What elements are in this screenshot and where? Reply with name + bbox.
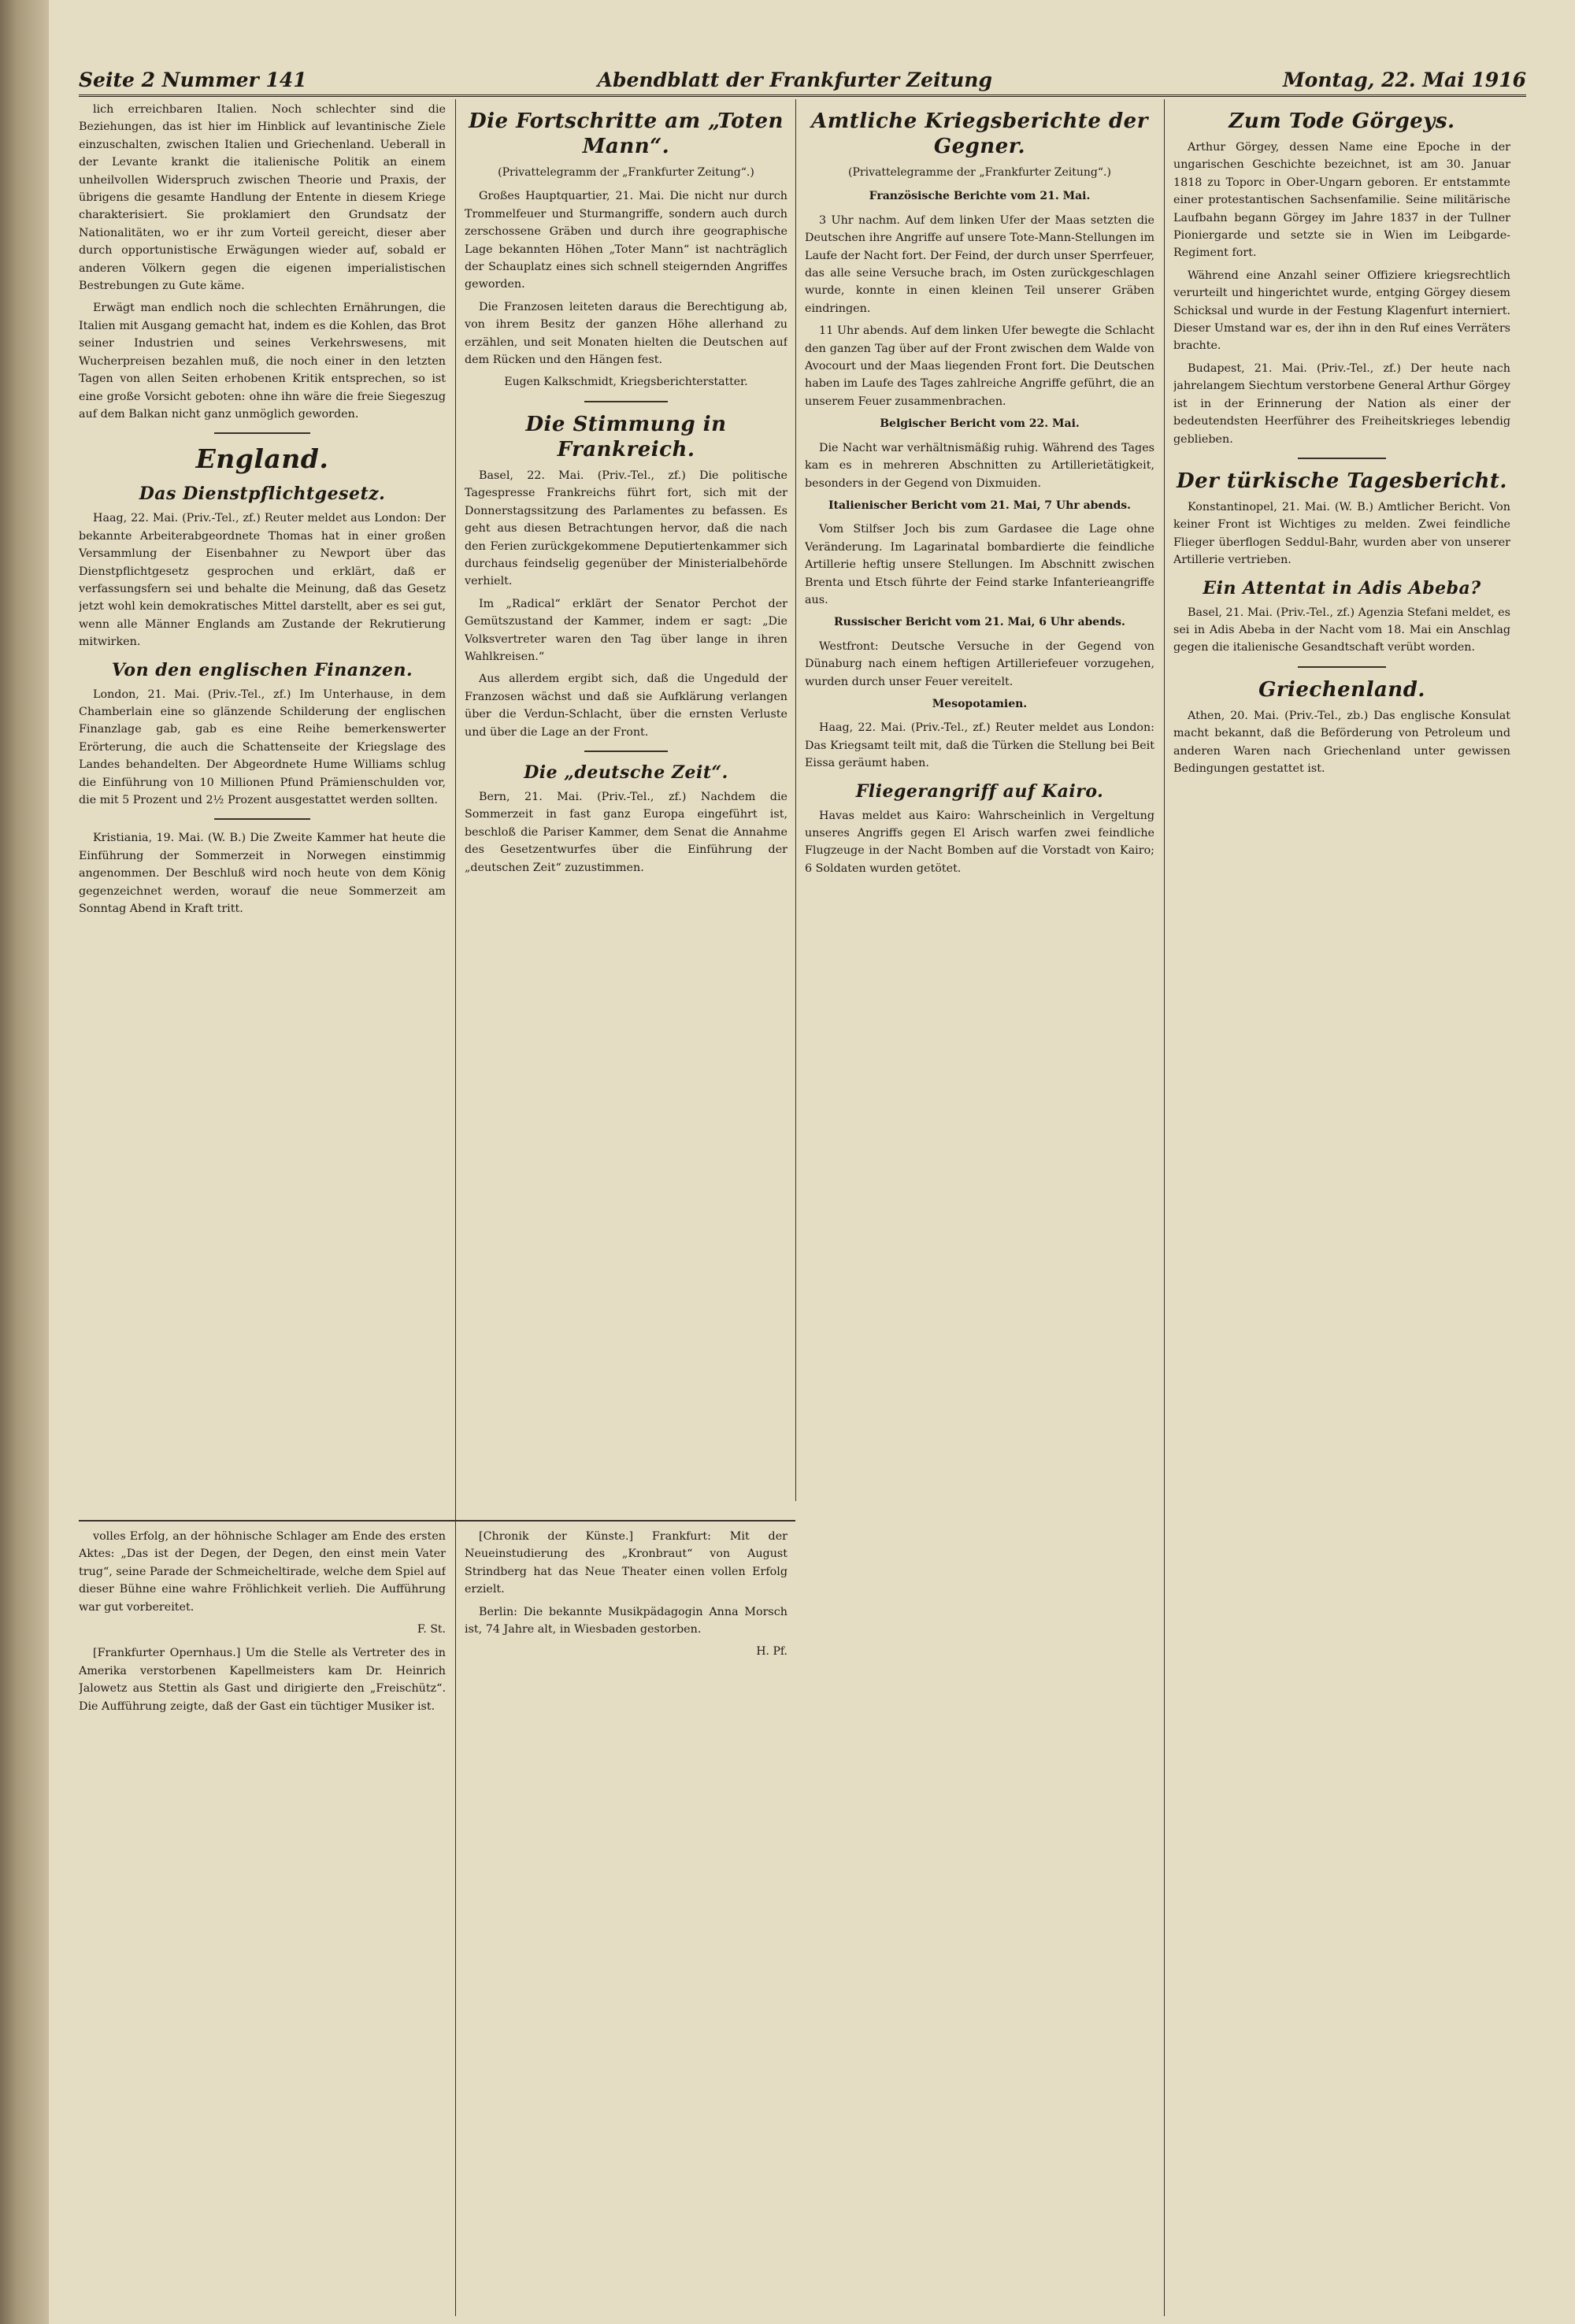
article-title: Amtliche Kriegsberichte der Gegner. — [811, 109, 1148, 158]
separator — [1298, 666, 1385, 668]
column-1 — [79, 101, 446, 1514]
article-paragraph: Die Nacht war verhältnismäßig ruhig. Während des Tages kam es in mehreren Abschnitten zu Artillerietätigkeit, besonders in der Gegend von Dixmuiden. — [805, 441, 1154, 490]
article-title: Zum Tode Görgeys. — [1228, 109, 1455, 133]
article-paragraph: volles Erfolg, an der höhnische Schlager am Ende des ersten Aktes: „Das ist der Degen, der Degen, den einst mein Vater trug“, seine Parade der Schmeicheltirade, welche dem Spiel auf dieser Bühne eine wahre Fröhlichkeit verlieh. Die Aufführung war gut vorbereitet. — [79, 1530, 446, 1614]
article-paragraph: Im „Radical“ erklärt der Senator Perchot der Gemütszustand der Kammer, indem er sagt: „Die Volksvertreter waren den Tag über lange in ihren Wahlkreisen.“ — [465, 597, 788, 663]
article-paragraph: Athen, 20. Mai. (Priv.-Tel., zb.) Das englische Konsulat macht bekannt, daß die Beförderung von Petroleum und anderen Waren nach Griechenland unter gewissen Bedingungen gestattet ist. — [1173, 709, 1510, 775]
feuilleton-right — [465, 1528, 788, 2307]
article-paragraph: London, 21. Mai. (Priv.-Tel., zf.) Im Unterhause, in dem Chamberlain eine so glänzende Schilderung der englischen Finanzlage gab, gab es eine Reihe bemerkenswerter Erörterung, die auch die Schattenseite der Kriegslage des Landes behandelten. Der Abgeordnete Hume Williams schlug die Einführung von 10 Millionen Pfund Prämienschulden vor, die mit 5 Prozent und 2½ Prozent ausgestattet werden sollten. — [79, 688, 446, 806]
article-signature: F. St. — [417, 1623, 446, 1636]
section-title-england: England. — [195, 443, 329, 475]
article-paragraph: Aus allerdem ergibt sich, daß die Ungeduld der Franzosen wächst und daß sie Aufklärung verlangen über die Verdun-Schlacht, über die ernsten Verluste und über die Lage an der Front. — [465, 673, 788, 739]
article-paragraph: [Chronik der Künste.] Frankfurt: Mit der Neueinstudierung des „Kronbraut“ von August Strindberg hat das Neue Theater einen vollen Erfolg erzielt. — [465, 1530, 788, 1596]
separator — [214, 818, 309, 820]
subsection-title: Das Dienstpflichtgesetz. — [139, 484, 386, 505]
column-rule — [455, 99, 456, 2316]
column-2 — [465, 101, 788, 1514]
article-title: Griechenland. — [1258, 677, 1425, 702]
page-number: Seite 2 Nummer 141 — [79, 68, 307, 91]
subsection-title: Von den englischen Finanzen. — [111, 659, 413, 680]
article-title: Ein Attentat in Adis Abeba? — [1203, 577, 1481, 599]
report-heading: Russischer Bericht vom 21. Mai, 6 Uhr abends. — [834, 616, 1125, 629]
article-paragraph: Kristiania, 19. Mai. (W. B.) Die Zweite Kammer hat heute die Einführung der Sommerzeit in Norwegen einstimmig angenommen. Der Beschluß wird noch heute von dem König gegenzeichnet werden, worauf die neue Sommerzeit am Sonntag Abend in Kraft tritt. — [79, 832, 446, 916]
article-paragraph: Haag, 22. Mai. (Priv.-Tel., zf.) Reuter meldet aus London: Der bekannte Arbeiterabgeordnete Thomas hat in einer großen Versammlung der Eisenbahner zu Newport über das Dienstpflichtgesetz gesprochen und erklärt, daß er verfassungsfern sei und behalte die Meinung, daß das Gesetz jetzt wohl kein demokratisches Mittel darstellt, aber es sei gut, wenn alle Männer Englands am Zustande der Rekrutierung mitwirken. — [79, 512, 446, 649]
article-paragraph: Berlin: Die bekannte Musikpädagogin Anna Morsch ist, 74 Jahre alt, in Wiesbaden gestorben. — [465, 1605, 788, 1636]
article-paragraph: Konstantinopel, 21. Mai. (W. B.) Amtlicher Bericht. Von keiner Front ist Wichtiges zu melden. Zwei feindliche Flieger überflogen Seddul-Bahr, wurden aber von unserer Artillerie vertrieben. — [1173, 500, 1510, 567]
article-paragraph: Basel, 21. Mai. (Priv.-Tel., zf.) Agenzia Stefani meldet, es sei in Adis Abeba in der Nacht vom 18. Mai ein Anschlag gegen die italienische Gesandtschaft verübt worden. — [1173, 606, 1510, 654]
report-heading: Belgischer Bericht vom 22. Mai. — [880, 417, 1080, 431]
article-paragraph: Die Franzosen leiteten daraus die Berechtigung ab, von ihrem Besitz der ganzen Höhe allerhand zu erzählen, und seit Monaten hielten die Deutschen auf dem Rücken und den Hängen fest. — [465, 300, 788, 367]
article-title: Die Fortschritte am „Toten Mann“. — [469, 109, 784, 158]
separator — [584, 401, 669, 402]
column-4 — [1173, 101, 1510, 2306]
article-signature: H. Pf. — [756, 1645, 788, 1659]
article-title: Der türkische Tagesbericht. — [1177, 469, 1507, 493]
article-title: Die „deutsche Zeit“. — [524, 762, 728, 783]
report-heading: Mesopotamien. — [932, 697, 1028, 710]
article-paragraph: Großes Hauptquartier, 21. Mai. Die nicht nur durch Trommelfeuer und Sturmangriffe, sondern auch durch zerschossene Gräben und durch ihre geographische Lage bekannten Höhen „Toter Mann“ ist nachträglich der Schauplatz eines sich schnell steigernden Angriffes geworden. — [465, 190, 788, 291]
newspaper-name: Abendblatt der Frankfurter Zeitung — [597, 68, 992, 91]
article-paragraph: Erwägt man endlich noch die schlechten Ernährungen, die Italien mit Ausgang gemacht hat, indem es die Kohlen, das Brot seiner Industrien und seines Verkehrswesens, mit Wucherpreisen bezahlen muß, die noch einer in den letzten Tagen von allen Seiten erhobenen Kritik entsprechen, so ist eine große Vorsicht geboten: ohne ihn wäre die freie Siegeszug auf dem Balkan nicht ganz unmöglich geworden. — [79, 302, 446, 421]
report-heading: Italienischer Bericht vom 21. Mai, 7 Uhr abends. — [828, 499, 1132, 512]
feuilleton-rule — [79, 1520, 795, 1522]
article-paragraph: Budapest, 21. Mai. (Priv.-Tel., zf.) Der heute nach jahrelangem Siechtum verstorbene General Arthur Görgey ist in der Erinnerung der Nation als einer der bedeutendsten Heerführer des Freiheitskrieges lebendig geblieben. — [1173, 361, 1510, 446]
article-paragraph: Haag, 22. Mai. (Priv.-Tel., zf.) Reuter meldet aus London: Das Kriegsamt teilt mit, daß die Türken die Stellung bei Beit Eissa geräumt haben. — [805, 721, 1154, 770]
article-title: Die Stimmung in Frankreich. — [525, 412, 727, 461]
article-paragraph: 11 Uhr abends. Auf dem linken Ufer bewegte die Schlacht den ganzen Tag über auf der Front zwischen dem Walde von Avocourt und der Maas liegenden Front fort. Die Deutschen haben im Laufe des Tages zahlreiche Angriffe geführt, die an unserem Feuer zusammenbrachen. — [805, 324, 1154, 408]
separator — [1298, 458, 1385, 459]
article-paragraph: Während eine Anzahl seiner Offiziere kriegsrechtlich verurteilt und hingerichtet wurde, entging Görgey diesem Schicksal und wurde in der Festung Klagenfurt interniert. Dieser Umstand war es, der ihn in den Ruf eines Verräters brachte. — [1173, 269, 1510, 353]
separator — [214, 432, 309, 434]
column-rule — [1164, 99, 1165, 2316]
article-paragraph: Basel, 22. Mai. (Priv.-Tel., zf.) Die politische Tagespresse Frankreichs führt fort, sich mit der Donnerstagssitzung des Parlamentes zu befassen. Es geht aus diesen Betrachtungen hervor, daß die nach den Ferien zurückgekommene Deputiertenkammer sich durchaus feindselig gegenüber der Ministerialbehörde verhielt. — [465, 469, 788, 588]
masthead — [79, 65, 1526, 97]
article-paragraph: Vom Stilfser Joch bis zum Gardasee die Lage ohne Veränderung. Im Lagarinatal bombardierte die feindliche Artillerie heftig unsere Stellungen. Im Abschnitt zwischen Brenta und Etsch führte der Feind starke Infanterieangriffe aus. — [805, 523, 1154, 606]
article-paragraph: Havas meldet aus Kairo: Wahrscheinlich in Vergeltung unseres Angriffs gegen El Arisch warfen zwei feindliche Flugzeuge in der Nacht Bomben auf die Vorstadt von Kairo; 6 Soldaten wurden getötet. — [805, 809, 1154, 875]
article-paragraph: Arthur Görgey, dessen Name eine Epoche in der ungarischen Geschichte bezeichnet, ist am 30. Januar 1818 zu Toporc in Ober-Ungarn geboren. Er entstammte einer protestantischen Sachsenfamilie. Seine militärische Laufbahn begann Görgey im Jahre 1837 in der Tullner Pioniergarde und setzte sie in Wien im Leibgarde-Regiment fort. — [1173, 141, 1510, 260]
article-paragraph: lich erreichbaren Italien. Noch schlechter sind die Beziehungen, das ist hier im Hinblick auf levantinische Ziele einzuschalten, zwischen Italien und Griechenland. Ueberall in der Levante krankt die italienische Politik an einem unheilvollen Widerspruch zwischen Theorie und Praxis, der übrigens die gesamte Handlung der Entente in diesem Kriege charakterisiert. Sie proklamiert den Grundsatz der Nationalitäten, wo er ihr zum Vorteil gereicht, dieser aber durch opportunistische Erwägungen wieder auf, sobald er anderen Völkern gegen die eigenen imperialistischen Bestrebungen zu Gute käme. — [79, 103, 446, 293]
column-rule — [795, 99, 796, 1501]
book-binding — [0, 0, 49, 2324]
report-heading: Französische Berichte vom 21. Mai. — [869, 190, 1091, 203]
article-paragraph: 3 Uhr nachm. Auf dem linken Ufer der Maas setzten die Deutschen ihre Angriffe auf unsere Tote-Mann-Stellungen im Laufe der Nacht fort. Der Feind, der durch unser Sperrfeuer, das alle seine Versuche brach, im Osten zurückgeschlagen wurde, konnte in einen kleinen Teil unserer Gräben eindringen. — [805, 213, 1154, 315]
article-subtitle: (Privattelegramme der „Frankfurter Zeitung“.) — [848, 166, 1111, 179]
separator — [584, 751, 669, 752]
column-3 — [805, 101, 1154, 2306]
article-subtitle: (Privattelegramm der „Frankfurter Zeitung“.) — [498, 166, 754, 179]
article-paragraph: Westfront: Deutsche Versuche in der Gegend von Dünaburg nach einem heftigen Artilleriefeuer vorzugehen, wurden durch unser Feuer vereitelt. — [805, 639, 1154, 688]
feuilleton-left — [79, 1528, 446, 2307]
article-signature: Eugen Kalkschmidt, Kriegsberichterstatter. — [504, 376, 748, 389]
article-paragraph: [Frankfurter Opernhaus.] Um die Stelle als Vertreter des in Amerika verstorbenen Kapellmeisters kam Dr. Heinrich Jalowetz aus Stettin als Gast und dirigierte den „Freischütz“. Die Aufführung zeigte, daß der Gast ein tüchtiger Musiker ist. — [79, 1647, 446, 1713]
issue-date: Montag, 22. Mai 1916 — [1282, 68, 1526, 91]
article-title: Fliegerangriff auf Kairo. — [855, 780, 1104, 802]
article-paragraph: Bern, 21. Mai. (Priv.-Tel., zf.) Nachdem die Sommerzeit in fast ganz Europa eingeführt ist, beschloß die Pariser Kammer, dem Senat die Annahme des Gesetzentwurfes über die Einführung der „deutschen Zeit“ zuzustimmen. — [465, 790, 788, 874]
